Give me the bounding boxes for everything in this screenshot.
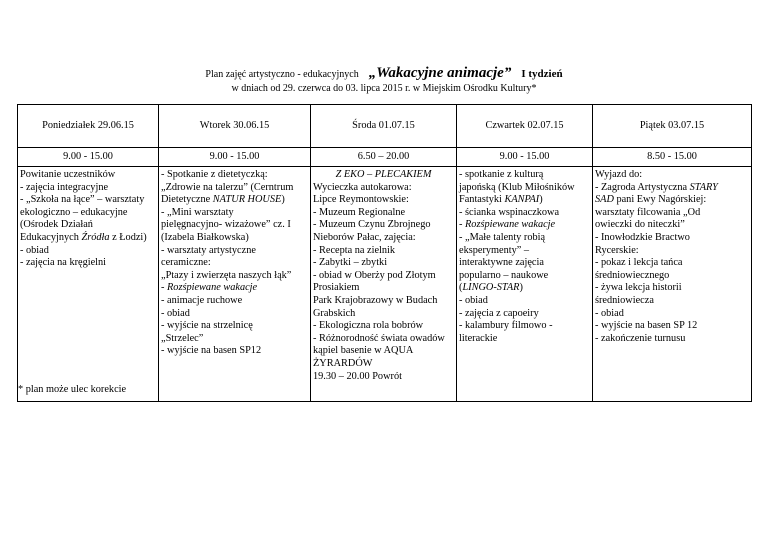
activity-line bbox=[20, 169, 156, 182]
activity-line bbox=[161, 320, 308, 333]
activity-line bbox=[459, 308, 590, 321]
activity-line bbox=[313, 182, 454, 195]
activity-line bbox=[313, 358, 454, 371]
activities-tuesday bbox=[159, 167, 311, 402]
activity-emphasis: LINGO-STAR bbox=[462, 282, 520, 294]
activity-line bbox=[20, 232, 156, 245]
activity-text: - zakończenie turnusu bbox=[595, 332, 686, 344]
activity-line bbox=[459, 245, 590, 258]
activity-text: - Spotkanie z dietetyczką: bbox=[161, 169, 268, 180]
activity-line bbox=[459, 169, 590, 182]
activity-text: - Zabytki – zbytki bbox=[313, 257, 388, 269]
activity-line bbox=[459, 219, 590, 232]
activity-text: z Łodzi) bbox=[109, 231, 147, 243]
activity-line bbox=[161, 270, 308, 283]
activity-line bbox=[313, 320, 454, 333]
activity-line bbox=[459, 333, 590, 346]
activity-line bbox=[313, 345, 454, 358]
activity-text: eksperymenty” – bbox=[459, 244, 530, 256]
activity-line bbox=[161, 295, 308, 308]
activity-text: - Zagroda Artystyczna bbox=[595, 181, 690, 193]
activity-line bbox=[459, 182, 590, 195]
activity-line bbox=[459, 320, 590, 333]
activity-text: literackie bbox=[459, 332, 498, 344]
footnote: * plan może ulec korekcie bbox=[18, 384, 127, 395]
activity-line bbox=[313, 232, 454, 245]
title-line-1 bbox=[0, 66, 768, 82]
activity-line bbox=[313, 245, 454, 258]
activity-line bbox=[595, 219, 749, 232]
title-line-2: w dniach od 29. czerwca do 03. lipca 2015 r. w Miejskim Ośrodku Kultury* bbox=[231, 83, 537, 94]
activity-text: Wyjazd do: bbox=[595, 169, 643, 180]
activity-text: - obiad bbox=[459, 294, 488, 306]
activity-text: - warsztaty artystyczne bbox=[161, 244, 256, 256]
activity-text: - Ekologiczna rola bobrów bbox=[313, 320, 424, 332]
activity-text: Prosiakiem bbox=[313, 282, 360, 294]
activity-text: warsztaty filcowania „Od bbox=[595, 206, 701, 218]
activity-text: - zajęcia z capoeiry bbox=[459, 307, 539, 319]
activity-emphasis: Rozśpiewane wakacje bbox=[167, 282, 258, 294]
activity-line bbox=[161, 219, 308, 232]
activity-text: japońską (Klub Miłośników bbox=[459, 181, 575, 193]
day-header-thursday: Czwartek 02.07.15 bbox=[457, 105, 593, 148]
activity-text: - kalambury filmowo - bbox=[459, 320, 553, 332]
activities-monday bbox=[18, 167, 159, 402]
activity-line bbox=[161, 282, 308, 295]
activity-text: średniowiecznego bbox=[595, 269, 670, 281]
activity-line bbox=[595, 320, 749, 333]
activity-line bbox=[20, 245, 156, 258]
activity-line bbox=[313, 207, 454, 220]
activity-emphasis: Źródła bbox=[81, 231, 110, 243]
hours-wednesday: 6.50 – 20.00 bbox=[311, 148, 457, 167]
activity-line bbox=[595, 182, 749, 195]
activity-text: Nieborów Pałac, zajęcia: bbox=[313, 231, 416, 243]
activity-line bbox=[459, 257, 590, 270]
activity-emphasis: Z EKO – PLECAKIEM bbox=[335, 169, 432, 180]
activity-text: - ścianka wspinaczkowa bbox=[459, 206, 560, 218]
activities-wednesday bbox=[311, 167, 457, 402]
week-label: I tydzień bbox=[521, 68, 563, 80]
activity-line bbox=[313, 308, 454, 321]
activity-line bbox=[313, 282, 454, 295]
activity-text: - Muzeum Czynu Zbrojnego bbox=[313, 219, 431, 231]
activity-line bbox=[161, 345, 308, 358]
activity-text: „Ptazy i zwierzęta naszych łąk” bbox=[161, 269, 292, 281]
activity-text: - Różnorodność świata owadów bbox=[313, 332, 445, 344]
activity-text: - pokaz i lekcja tańca bbox=[595, 257, 683, 269]
activity-line bbox=[595, 245, 749, 258]
activity-line bbox=[595, 333, 749, 346]
activity-line bbox=[313, 333, 454, 346]
activity-text: - „Mini warsztaty bbox=[161, 206, 234, 218]
activity-line bbox=[313, 371, 454, 384]
activity-text: Dietetyczne bbox=[161, 194, 213, 206]
activity-text: - obiad bbox=[595, 307, 624, 319]
activity-text: ) bbox=[281, 194, 285, 206]
activity-line bbox=[161, 308, 308, 321]
activity-line bbox=[161, 257, 308, 270]
activity-line bbox=[313, 219, 454, 232]
activity-text: - „Szkoła na łące” – warsztaty bbox=[20, 194, 145, 206]
activity-emphasis: KANPAI bbox=[504, 194, 540, 206]
activity-line bbox=[20, 257, 156, 270]
activity-text: - wyjście na basen SP12 bbox=[161, 345, 262, 357]
hours-thursday: 9.00 - 15.00 bbox=[457, 148, 593, 167]
activity-text: - Muzeum Regionalne bbox=[313, 206, 406, 218]
activity-line bbox=[313, 295, 454, 308]
activity-text: - żywa lekcja historii bbox=[595, 282, 682, 294]
activity-line bbox=[459, 295, 590, 308]
activity-text: - obiad bbox=[20, 244, 49, 256]
activity-text: Edukacyjnych bbox=[20, 231, 82, 243]
activity-text: - zajęcia integracyjne bbox=[20, 181, 109, 193]
activity-text: - Recepta na zielnik bbox=[313, 244, 396, 256]
activity-text: ) bbox=[519, 282, 523, 294]
activity-line bbox=[313, 169, 454, 182]
activity-text: Fantastyki bbox=[459, 194, 505, 206]
activity-line bbox=[595, 232, 749, 245]
activities-friday bbox=[593, 167, 752, 402]
activity-text: - wyjście na strzelnicę bbox=[161, 320, 253, 332]
activity-line bbox=[595, 169, 749, 182]
activity-line bbox=[595, 308, 749, 321]
activity-line bbox=[20, 194, 156, 207]
activity-line bbox=[161, 169, 308, 182]
activity-text: ( bbox=[459, 282, 463, 294]
activity-line bbox=[459, 282, 590, 295]
day-header-friday: Piątek 03.07.15 bbox=[593, 105, 752, 148]
activity-text: Park Krajobrazowy w Budach bbox=[313, 294, 438, 306]
activity-text: „Strzelec” bbox=[161, 332, 204, 344]
activities-row bbox=[18, 167, 752, 402]
activity-line bbox=[161, 333, 308, 346]
activity-line bbox=[20, 207, 156, 220]
activity-text: - spotkanie z kulturą bbox=[459, 169, 544, 180]
activity-line bbox=[459, 232, 590, 245]
activity-text: - obiad bbox=[161, 307, 190, 319]
activity-text: (Ośrodek Działań bbox=[20, 219, 93, 231]
activity-text: „Zdrowie na talerzu” (Cerntrum bbox=[161, 181, 294, 193]
document-title bbox=[0, 66, 768, 96]
activity-text: pani Ewy Nagórskiej: bbox=[613, 194, 707, 206]
hours-tuesday: 9.00 - 15.00 bbox=[159, 148, 311, 167]
activity-line bbox=[459, 194, 590, 207]
day-header-monday: Poniedziałek 29.06.15 bbox=[18, 105, 159, 148]
activity-text: - bbox=[161, 282, 168, 294]
program-name: „Wakacyjne animacje” bbox=[368, 65, 512, 81]
day-header-wednesday: Środa 01.07.15 bbox=[311, 105, 457, 148]
activity-text: - zajęcia na kręgielni bbox=[20, 257, 107, 269]
activity-text: ) bbox=[539, 194, 543, 206]
activity-text: (Izabela Białkowska) bbox=[161, 231, 249, 243]
activity-line bbox=[459, 270, 590, 283]
activity-emphasis: SAD bbox=[595, 194, 614, 206]
activity-text: 19.30 – 20.00 Powrót bbox=[313, 370, 402, 382]
activity-line bbox=[161, 232, 308, 245]
activity-text: - wyjście na basen SP 12 bbox=[595, 320, 698, 332]
activity-line bbox=[595, 270, 749, 283]
activity-text: średniowiecza bbox=[595, 294, 654, 306]
activity-line bbox=[313, 194, 454, 207]
activity-line bbox=[459, 207, 590, 220]
activity-text: - animacje ruchowe bbox=[161, 294, 243, 306]
schedule-table bbox=[17, 104, 752, 402]
activity-text: - obiad w Oberży pod Złotym bbox=[313, 269, 436, 281]
activity-text: - bbox=[459, 219, 466, 231]
day-header-tuesday: Wtorek 30.06.15 bbox=[159, 105, 311, 148]
activity-line bbox=[595, 282, 749, 295]
hours-friday: 8.50 - 15.00 bbox=[593, 148, 752, 167]
day-header-row bbox=[18, 105, 752, 148]
activity-line bbox=[161, 182, 308, 195]
hours-row bbox=[18, 148, 752, 167]
activity-line bbox=[595, 207, 749, 220]
activity-emphasis: STARY bbox=[689, 181, 718, 193]
activity-text: pielęgnacyjno- wizażowe” cz. I bbox=[161, 219, 291, 231]
activity-text: owieczki do niteczki” bbox=[595, 219, 685, 231]
activity-line bbox=[161, 207, 308, 220]
activity-text: Rycerskie: bbox=[595, 244, 639, 256]
activity-text: Lipce Reymontowskie: bbox=[313, 194, 409, 206]
activity-text: interaktywne zajęcia bbox=[459, 257, 544, 269]
activity-line bbox=[20, 182, 156, 195]
activity-emphasis: NATUR HOUSE bbox=[212, 194, 282, 206]
title-prefix: Plan zajęć artystyczno - edukacyjnych bbox=[205, 69, 359, 80]
activity-text: popularno – naukowe bbox=[459, 269, 549, 281]
activity-line bbox=[161, 194, 308, 207]
activity-text: Wycieczka autokarowa: bbox=[313, 181, 412, 193]
activity-line bbox=[313, 270, 454, 283]
activities-thursday bbox=[457, 167, 593, 402]
activity-text: - Inowłodzkie Bractwo bbox=[595, 231, 690, 243]
activity-text: ŻYRARDÓW bbox=[313, 357, 373, 369]
activity-text: Powitanie uczestników bbox=[20, 169, 116, 180]
activity-line bbox=[595, 295, 749, 308]
activity-line bbox=[595, 194, 749, 207]
activity-text: kąpiel basenie w AQUA bbox=[313, 345, 414, 357]
activity-text: ceramiczne: bbox=[161, 257, 211, 269]
activity-text: - „Małe talenty robią bbox=[459, 231, 546, 243]
hours-monday: 9.00 - 15.00 bbox=[18, 148, 159, 167]
activity-line bbox=[313, 257, 454, 270]
activity-line bbox=[595, 257, 749, 270]
activity-text: Grabskich bbox=[313, 307, 356, 319]
activity-line bbox=[161, 245, 308, 258]
activity-line bbox=[20, 219, 156, 232]
activity-emphasis: Rozśpiewane wakacje bbox=[465, 219, 556, 231]
activity-text: ekologiczno – edukacyjne bbox=[20, 206, 128, 218]
